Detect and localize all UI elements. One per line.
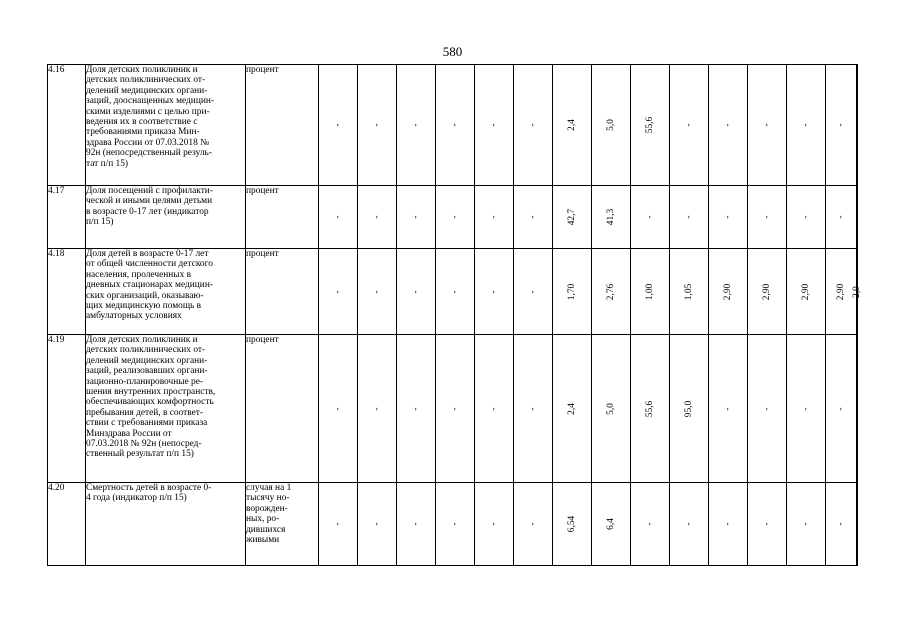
value-text: - (372, 522, 382, 526)
value-text: - (645, 215, 655, 219)
value-text: 1,00 (645, 283, 655, 300)
indicator-description: Доля детей в возрасте 0-17 лет от общей численности детского населения, пролеченных в дневных стационарах медицин- ских организаций, оказываю- щих медицинскую помощь в амбулаторных условиях (86, 249, 246, 335)
value-cell (436, 186, 475, 249)
value-text: - (333, 406, 343, 411)
value-cell (553, 335, 592, 483)
indicator-description: Доля детских поликлиник и детских поликлинических от- делений медицинских органи- заций, реализовавших органи- зационно-планировочные ре- шения внутренних пространств, обеспечивающих комфортность пребывания детей, в соответ- ствии с требованиями приказа Минздрава России от 07.03.2018 № 92н (непосред- ственный результат п/п 15) (86, 335, 246, 483)
value-cell (514, 65, 553, 186)
value-cell (592, 483, 631, 566)
value-text: - (450, 289, 460, 294)
row-number: 4.19 (48, 335, 86, 483)
unit-of-measure: процент (246, 65, 319, 186)
value-text: 1,05 (684, 283, 694, 300)
value-text: 2,9 (852, 285, 862, 298)
value-text: - (450, 522, 460, 526)
value-text: 6,54 (567, 515, 577, 533)
table-row (48, 335, 858, 483)
value-cell (826, 65, 857, 186)
value-cell (358, 335, 397, 483)
table-row (48, 186, 858, 249)
value-text: - (411, 522, 421, 526)
value-text: - (528, 522, 538, 526)
value-cell (397, 249, 436, 335)
value-cell (631, 483, 670, 566)
value-cell (787, 249, 826, 335)
value-text: - (489, 289, 499, 294)
value-cell (826, 186, 857, 249)
value-text: - (372, 406, 382, 411)
value-text: - (836, 215, 846, 219)
value-cell (852, 249, 862, 335)
value-cell (709, 335, 748, 483)
value-text: 41,3 (606, 208, 616, 226)
value-text: - (528, 289, 538, 294)
unit-of-measure: процент (246, 335, 319, 483)
value-cell (397, 335, 436, 483)
value-cell (631, 249, 670, 335)
value-cell (475, 335, 514, 483)
value-text: - (450, 123, 460, 127)
value-cell (709, 186, 748, 249)
table-row (48, 249, 858, 335)
value-cell (397, 186, 436, 249)
value-text: - (684, 123, 694, 127)
row-number: 4.16 (48, 65, 86, 186)
value-text: - (801, 123, 811, 127)
value-cell (670, 483, 709, 566)
value-text: 6,4 (606, 518, 616, 530)
value-text: 2,4 (567, 119, 577, 131)
value-cell (670, 65, 709, 186)
value-cell (436, 483, 475, 566)
value-text: 5,0 (606, 402, 616, 415)
value-cell (709, 65, 748, 186)
value-text: - (801, 215, 811, 219)
value-text: 1,70 (567, 283, 577, 300)
value-text: - (836, 522, 846, 526)
value-cell (475, 65, 514, 186)
value-cell (748, 186, 787, 249)
value-text: - (489, 406, 499, 411)
value-cell (709, 483, 748, 566)
table-row (48, 483, 858, 566)
value-cell (514, 335, 553, 483)
value-text: - (723, 215, 733, 219)
value-text: - (528, 215, 538, 219)
value-text: - (836, 123, 846, 127)
value-text: - (450, 215, 460, 219)
value-cell (475, 249, 514, 335)
value-text: - (684, 522, 694, 526)
value-cell (670, 186, 709, 249)
value-text: - (762, 123, 772, 127)
value-cell (319, 65, 358, 186)
value-cell (592, 249, 631, 335)
unit-of-measure: процент (246, 186, 319, 249)
value-cell (514, 186, 553, 249)
value-text: 42,7 (567, 208, 577, 226)
value-cell (358, 186, 397, 249)
value-cell (553, 483, 592, 566)
value-cell (857, 483, 858, 566)
value-text: - (411, 289, 421, 294)
value-cell (436, 335, 475, 483)
value-cell (358, 249, 397, 335)
value-text: 95,0 (684, 400, 694, 417)
value-text: - (372, 123, 382, 127)
indicator-table (47, 64, 862, 566)
value-text: - (723, 123, 733, 127)
value-text: - (450, 406, 460, 411)
value-text: 2,4 (567, 402, 577, 415)
value-text: - (372, 215, 382, 219)
value-text: - (411, 123, 421, 127)
row-number: 4.17 (48, 186, 86, 249)
value-cell (319, 186, 358, 249)
value-cell (631, 335, 670, 483)
value-text: - (723, 522, 733, 526)
value-cell (592, 65, 631, 186)
value-text: - (333, 123, 343, 127)
value-cell (514, 483, 553, 566)
indicator-description: Доля посещений с профилакти- ческой и иными целями детьми в возрасте 0-17 лет (индикатор п/п 15) (86, 186, 246, 249)
value-cell (748, 483, 787, 566)
value-text: - (489, 123, 499, 127)
value-cell (475, 483, 514, 566)
indicator-description: Доля детских поликлиник и детских поликлинических от- делений медицинских органи- заций, дооснащенных медицин- скими изделиями с целью при- ведения их в соответствие с требованиями приказа Мин- здрава России от 07.03.2018 № 92н (непосредственный резуль- тат п/п 15) (86, 65, 246, 186)
value-cell (748, 65, 787, 186)
value-text: - (411, 215, 421, 219)
value-cell (670, 249, 709, 335)
table-row (48, 65, 858, 186)
value-text: 2,90 (801, 283, 811, 300)
value-text: 2,90 (723, 283, 733, 300)
value-text: 2,76 (606, 283, 616, 300)
value-text: - (645, 522, 655, 526)
value-cell (436, 65, 475, 186)
value-text: - (489, 522, 499, 526)
value-text: 55,6 (645, 116, 655, 134)
value-cell (592, 335, 631, 483)
row-number: 4.20 (48, 483, 86, 566)
value-cell (787, 186, 826, 249)
value-text: - (684, 215, 694, 219)
value-text: - (372, 289, 382, 294)
value-cell (787, 483, 826, 566)
value-text: - (528, 123, 538, 127)
value-cell (319, 483, 358, 566)
value-text: - (333, 289, 343, 294)
value-text: - (836, 406, 846, 411)
value-text: - (762, 406, 772, 411)
value-text: - (852, 406, 862, 411)
value-cell (592, 186, 631, 249)
value-cell (670, 335, 709, 483)
unit-of-measure: процент (246, 249, 319, 335)
value-cell (358, 65, 397, 186)
value-cell (553, 65, 592, 186)
value-cell (319, 249, 358, 335)
value-cell (748, 335, 787, 483)
value-cell (319, 335, 358, 483)
value-text: - (723, 406, 733, 411)
value-cell (397, 483, 436, 566)
value-text: - (528, 406, 538, 411)
value-cell (436, 249, 475, 335)
value-cell (553, 186, 592, 249)
value-cell (857, 65, 858, 186)
row-number: 4.18 (48, 249, 86, 335)
unit-of-measure: случая на 1 тысячу но- ворожден- ных, ро- дившихся живыми (246, 483, 319, 566)
indicator-description: Смертность детей в возрасте 0- 4 года (индикатор п/п 15) (86, 483, 246, 566)
value-text: - (762, 522, 772, 526)
value-cell (787, 65, 826, 186)
value-cell (787, 335, 826, 483)
value-text: - (333, 215, 343, 219)
value-cell (631, 65, 670, 186)
value-text: 2,90 (836, 283, 846, 300)
value-cell (514, 249, 553, 335)
value-cell (857, 186, 858, 249)
value-cell (475, 186, 514, 249)
value-cell (397, 65, 436, 186)
value-text: - (801, 406, 811, 411)
value-cell (748, 249, 787, 335)
value-cell (553, 249, 592, 335)
value-text: 2,90 (762, 283, 772, 300)
value-text: 5,0 (606, 119, 616, 131)
value-cell (826, 483, 857, 566)
value-cell (852, 335, 862, 483)
value-text: - (489, 215, 499, 219)
value-cell (358, 483, 397, 566)
value-text: - (762, 215, 772, 219)
value-text: - (411, 406, 421, 411)
page-number: 580 (442, 44, 463, 59)
value-text: 55,6 (645, 400, 655, 417)
value-text: - (801, 522, 811, 526)
value-cell (631, 186, 670, 249)
value-text: - (333, 522, 343, 526)
value-cell (709, 249, 748, 335)
